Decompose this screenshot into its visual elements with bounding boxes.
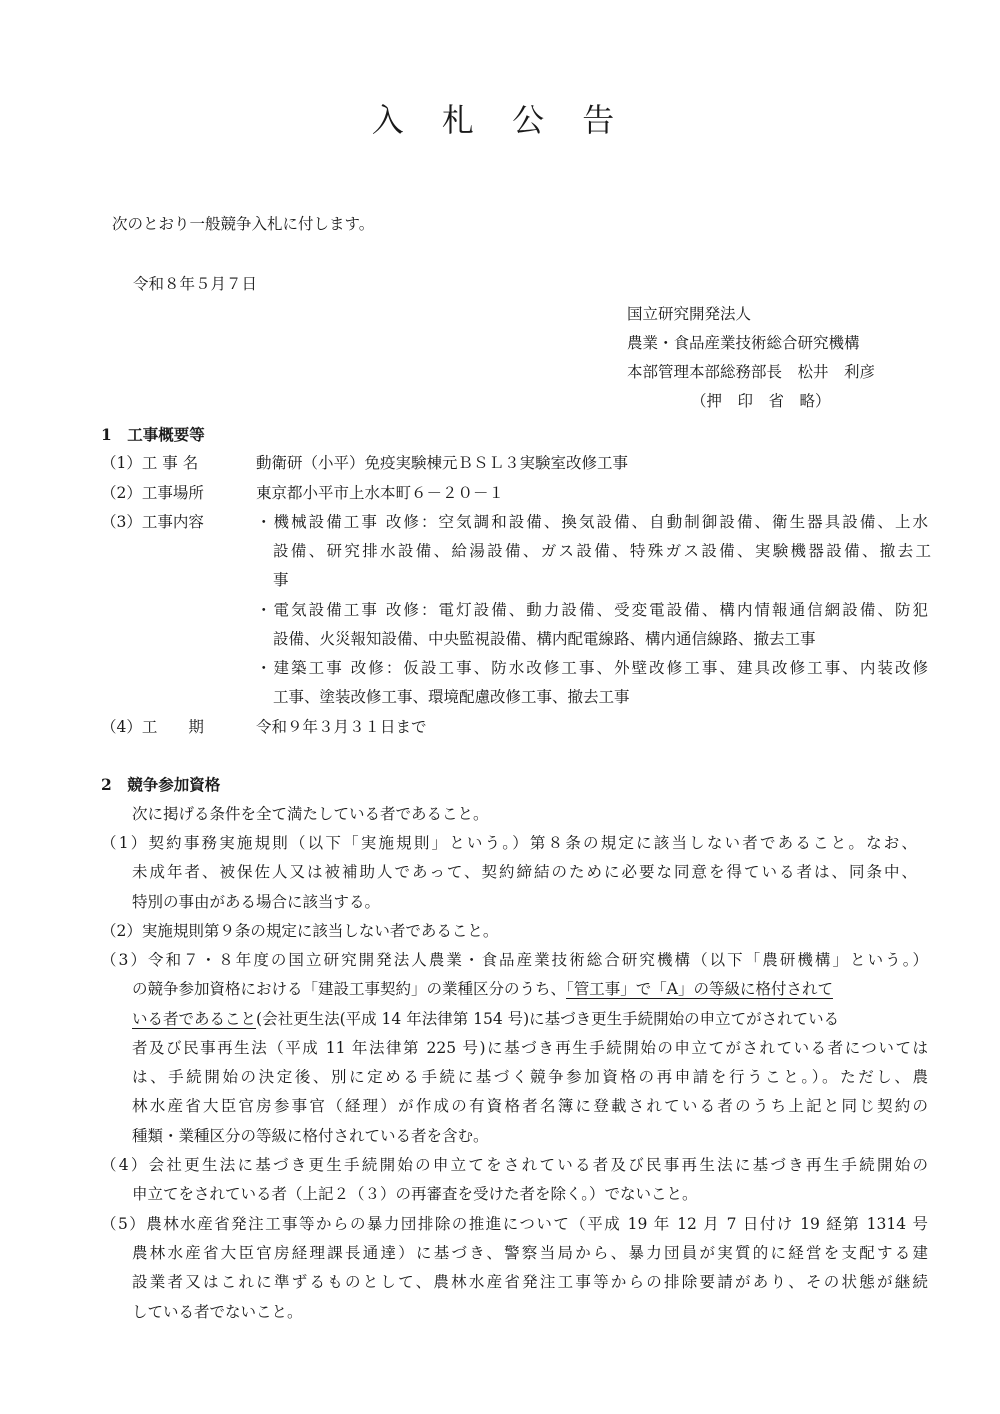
para-1-line: 特別の事由がある場合に該当する。 bbox=[132, 893, 381, 911]
notice-date: 令和８年５月７日 bbox=[133, 275, 258, 293]
item-3-mechanical-line: 設備、研究排水設備、給湯設備、ガス設備、特殊ガス設備、実験機器設備、撤去工 bbox=[273, 542, 931, 560]
item-3-mechanical-line: 事 bbox=[273, 571, 289, 589]
para-3-text: (会社更生法(平成 14 年法律第 154 号)に基づき更生手続開始の申立てがされている bbox=[256, 1010, 840, 1028]
item-3-building-line: ・建築工事 改修：仮設工事、防水改修工事、外壁改修工事、建具改修工事、内装改修 bbox=[256, 659, 928, 677]
section-2-lead: 次に掲げる条件を全て満たしている者であること。 bbox=[132, 805, 489, 823]
para-5-line: （5）農林水産省発注工事等からの暴力団排除の推進について（平成 19 年 12 月 7 日付け 19 経第 1314 号 bbox=[101, 1215, 928, 1233]
para-3-underlined-text: いる者であること bbox=[132, 1010, 257, 1028]
para-3-text: の競争参加資格における「建設工事契約」の業種区分のうち、 bbox=[132, 980, 567, 998]
para-5-line: 設業者又はこれに準ずるものとして、農林水産省発注工事等からの排除要請があり、その状態が継続 bbox=[132, 1273, 928, 1291]
item-3-electrical-line: 設備、火災報知設備、中央監視設備、構内配電線路、構内通信線路、撤去工事 bbox=[273, 630, 816, 648]
para-3-line: は、手続開始の決定後、別に定める手続に基づく競争参加資格の再申請を行うこと。）。ただし、農 bbox=[132, 1068, 928, 1086]
intro-text: 次のとおり一般競争入札に付します。 bbox=[112, 215, 375, 233]
document-title: 入 札 公 告 bbox=[371, 101, 629, 139]
para-3-line: 者及び民事再生法（平成 11 年法律第 225 号)に基づき再生手続開始の申立てがされている者については bbox=[132, 1039, 928, 1057]
para-1-line: （1）契約事務実施規則（以下「実施規則」という。）第８条の規定に該当しない者であること。なお、 bbox=[101, 834, 917, 852]
item-3-electrical-line: ・電気設備工事 改修：電灯設備、動力設備、受変電設備、構内情報通信網設備、防犯 bbox=[256, 601, 928, 619]
para-5-line: 農林水産省大臣官房経理課長通達）に基づき、警察当局から、暴力団員が実質的に経営を支配する建 bbox=[132, 1244, 928, 1262]
para-1-line: 未成年者、被保佐人又は被補助人であって、契約締結のために必要な同意を得ている者は、同条中、 bbox=[132, 863, 917, 881]
para-4-line: （4）会社更生法に基づき更生手続開始の申立てをされている者及び民事再生法に基づき再生手続開始の bbox=[101, 1156, 928, 1174]
item-3-mechanical-line: ・機械設備工事 改修：空気調和設備、換気設備、自動制御設備、衛生器具設備、上水 bbox=[256, 513, 928, 531]
para-3-line: 種類・業種区分の等級に格付されている者を含む。 bbox=[132, 1127, 489, 1145]
para-3-line: （3）令和７・８年度の国立研究開発法人農業・食品産業技術総合研究機構（以下「農研機構」という。） bbox=[101, 951, 928, 969]
item-1-label: （1）工 事 名 bbox=[101, 454, 199, 472]
issuer-org: 国立研究開発法人 bbox=[627, 305, 752, 323]
item-1-value: 動衛研（小平）免疫実験棟元ＢＳＬ３実験室改修工事 bbox=[256, 454, 629, 472]
para-2-line: （2）実施規則第９条の規定に該当しない者であること。 bbox=[101, 922, 499, 940]
item-3-label: （3）工事内容 bbox=[101, 513, 204, 531]
para-3-underlined-text: 「管工事」で「A」の等級に格付されて bbox=[566, 980, 833, 998]
para-3-line bbox=[132, 1008, 839, 1030]
item-4-value: 令和９年３月３１日まで bbox=[256, 718, 427, 736]
issuer-official: 本部管理本部総務部長 松井 利彦 bbox=[627, 363, 876, 381]
para-4-line: 申立てをされている者（上記２（３）の再審査を受けた者を除く。）でないこと。 bbox=[132, 1185, 698, 1203]
para-3-line bbox=[132, 978, 833, 1000]
section-1-heading: 1 工事概要等 bbox=[101, 425, 205, 444]
item-4-label: （4）工 期 bbox=[101, 718, 204, 736]
item-2-value: 東京都小平市上水本町６－２０－１ bbox=[256, 484, 505, 502]
seal-note: （押 印 省 略） bbox=[691, 392, 831, 410]
item-2-label: （2）工事場所 bbox=[101, 484, 204, 502]
item-3-building-line: 工事、塗装改修工事、環境配慮改修工事、撤去工事 bbox=[273, 688, 630, 706]
issuer-org-name: 農業・食品産業技術総合研究機構 bbox=[627, 334, 860, 352]
para-5-line: している者でないこと。 bbox=[132, 1303, 303, 1321]
para-3-line: 林水産省大臣官房参事官（経理）が作成の有資格者名簿に登載されている者のうち上記と同じ契約の bbox=[132, 1097, 928, 1115]
section-2-heading: 2 競争参加資格 bbox=[101, 775, 221, 794]
